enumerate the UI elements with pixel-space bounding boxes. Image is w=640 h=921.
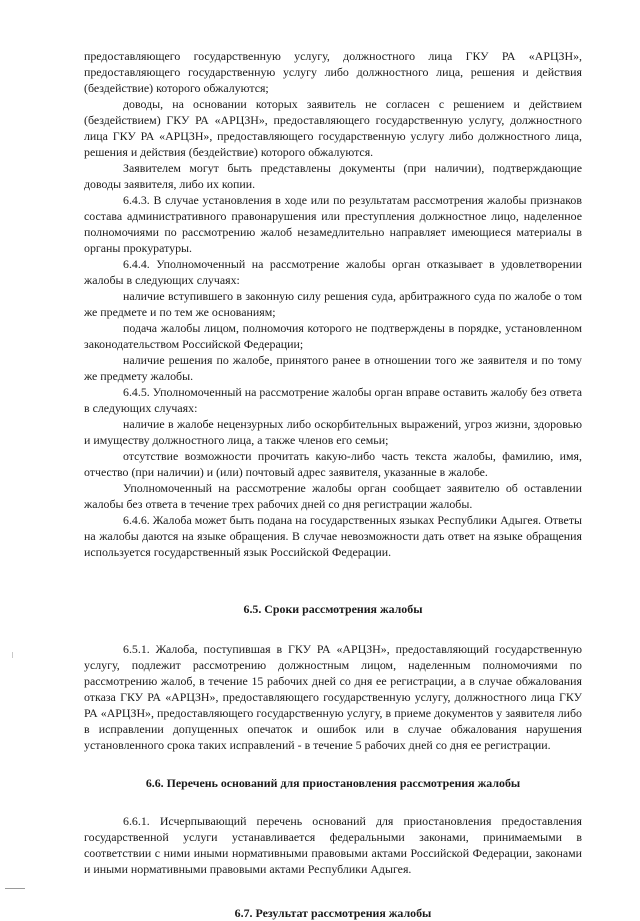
list-item: наличие в жалобе нецензурных либо оскорбительных выражений, угроз жизни, здоровью и имуществу должностного лица, а также членов его семьи;: [84, 417, 582, 447]
paragraph-notification: Уполномоченный на рассмотрение жалобы орган сообщает заявителю об оставлении жалобы без ответа в течение трех рабочих дней со дня регистрации жалобы.: [84, 481, 582, 511]
paragraph-documents: Заявителем могут быть представлены документы (при наличии), подтверждающие доводы заявителя, либо их копии.: [84, 161, 582, 191]
section-heading-6-6: 6.6. Перечень оснований для приостановления рассмотрения жалобы: [145, 776, 521, 790]
list-item: отсутствие возможности прочитать какую-либо часть текста жалобы, фамилию, имя, отчество (при наличии) и (или) почтовый адрес заявителя, указанные в жалобе.: [84, 449, 582, 479]
paragraph-continuation: предоставляющего государственную услугу, должностного лица ГКУ РА «АРЦЗН», предоставляющего государственную услугу либо должностного лица, решения и действия (бездействие) которого обжалуются;: [84, 49, 582, 95]
list-item: наличие вступившего в законную силу решения суда, арбитражного суда по жалобе о том же предмете и по тем же основаниям;: [84, 289, 582, 319]
paragraph-6-4-5: 6.4.5. Уполномоченный на рассмотрение жалобы орган вправе оставить жалобу без ответа в следующих случаях:: [84, 385, 582, 415]
paragraph-6-4-4: 6.4.4. Уполномоченный на рассмотрение жалобы орган отказывает в удовлетворении жалобы в следующих случаях:: [84, 257, 582, 287]
paragraph-6-6-1: 6.6.1. Исчерпывающий перечень оснований для приостановления предоставления государственной услуги устанавливается федеральными законами, принимаемыми в соответствии с ними иными нормативными правовыми актами Российской Федерации, законами и иными нормативными правовыми актами Республики Адыгея.: [84, 814, 582, 876]
paragraph-6-5-1: 6.5.1. Жалоба, поступившая в ГКУ РА «АРЦЗН», предоставляющий государственную услугу, подлежит рассмотрению должностным лицом, наделенным полномочиями по рассмотрению жалоб, в течение 15 рабочих дней со дня ее регистрации, а в случае обжалования отказа ГКУ РА «АРЦЗН», предоставляющего государственную услугу, должностного лица ГКУ РА «АРЦЗН», предоставляющего государственную услугу, в приеме документов у заявителя либо в исправлении допущенных опечаток и ошибок или в случае обжалования нарушения установленного срока таких исправлений - в течение 5 рабочих дней со дня ее регистрации.: [84, 642, 582, 752]
document-body: [84, 48, 582, 921]
paragraph-6-4-6: 6.4.6. Жалоба может быть подана на государственных языках Республики Адыгея. Ответы на жалобы даются на языке обращения. В случае невозможности дать ответ на языке обращения используется государственный язык Российской Федерации.: [84, 513, 582, 559]
paragraph-arguments: доводы, на основании которых заявитель не согласен с решением и действием (бездействием) ГКУ РА «АРЦЗН», предоставляющего государственную услугу, должностного лица ГКУ РА «АРЦЗН», предоставляющего государственную услугу либо должностного лица, решения и действия (бездействие) которого обжалуются.: [84, 97, 582, 159]
section-heading-6-7: 6.7. Результат рассмотрения жалобы: [234, 906, 432, 920]
scan-mark: [5, 888, 25, 889]
list-item: подача жалобы лицом, полномочия которого не подтверждены в порядке, установленном законодательством Российской Федерации;: [84, 321, 582, 351]
list-item: наличие решения по жалобе, принятого ранее в отношении того же заявителя и по тому же предмету жалобы.: [84, 353, 582, 383]
section-heading-6-5: 6.5. Сроки рассмотрения жалобы: [243, 602, 423, 616]
paragraph-6-4-3: 6.4.3. В случае установления в ходе или по результатам рассмотрения жалобы признаков состава административного правонарушения или преступления должностное лицо, наделенное полномочиями по рассмотрению жалоб незамедлительно направляет имеющиеся материалы в органы прокуратуры.: [84, 193, 582, 255]
margin-tick: [12, 652, 13, 658]
